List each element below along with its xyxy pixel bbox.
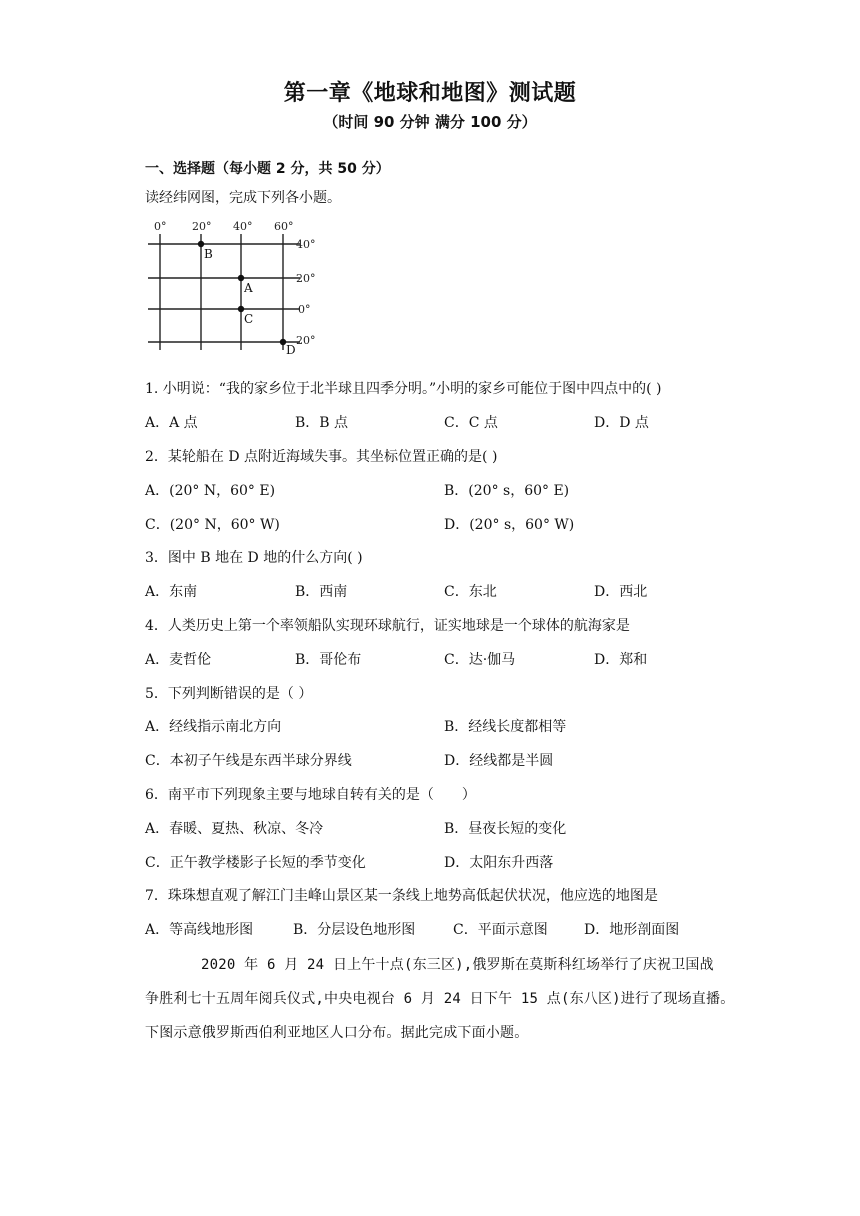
page-subtitle: （时间 90 分钟 满分 100 分） (323, 113, 537, 131)
point-label-c: C (244, 312, 254, 326)
lon-label: 20° (192, 220, 212, 233)
passage-line-1: 2020 年 6 月 24 日上午十点(东三区),俄罗斯在莫斯科红场举行了庆祝卫国战 (201, 957, 714, 973)
question-7-option-c[interactable]: C．平面示意图 (453, 922, 548, 938)
question-2-option-b[interactable]: B．(20° s，60° E) (444, 483, 570, 499)
question-1-option-b[interactable]: B．B 点 (295, 415, 349, 431)
lat-label: 40° (296, 238, 316, 251)
question-1-option-c[interactable]: C．C 点 (444, 415, 498, 431)
point-label-d: D (286, 343, 296, 356)
question-7-option-a[interactable]: A．等高线地形图 (145, 922, 254, 938)
question-6-option-c[interactable]: C．正午教学楼影子长短的季节变化 (145, 855, 366, 871)
lon-label: 0° (154, 220, 167, 233)
question-1-option-a[interactable]: A．A 点 (145, 415, 198, 431)
question-5-option-b[interactable]: B．经线长度都相等 (444, 719, 567, 735)
question-3-stem: 3．图中 B 地在 D 地的什么方向( ) (145, 550, 363, 566)
question-6-stem: 6．南平市下列现象主要与地球自转有关的是（ ） (145, 787, 476, 803)
question-2-option-a[interactable]: A．(20° N，60° E) (145, 483, 276, 499)
question-2-option-d[interactable]: D．(20° s，60° W) (444, 517, 575, 533)
question-2-option-c[interactable]: C．(20° N，60° W) (145, 517, 280, 533)
question-5-option-d[interactable]: D．经线都是半圆 (444, 753, 554, 769)
question-4-option-a[interactable]: A．麦哲伦 (145, 652, 212, 668)
question-3-option-a[interactable]: A．东南 (145, 584, 198, 600)
lat-label: 20° (296, 334, 316, 347)
question-3-option-d[interactable]: D．西北 (594, 584, 648, 600)
question-4-option-b[interactable]: B．哥伦布 (295, 652, 362, 668)
question-2-stem: 2．某轮船在 D 点附近海域失事。其坐标位置正确的是( ) (145, 449, 498, 465)
grid-lines (148, 234, 300, 350)
question-6-option-d[interactable]: D．太阳东升西落 (444, 855, 554, 871)
question-1-stem: 1. 小明说：“我的家乡位于北半球且四季分明。”小明的家乡可能位于图中四点中的( ) (145, 381, 662, 397)
question-7-stem: 7．珠珠想直观了解江门圭峰山景区某一条线上地势高低起伏状况，他应选的地图是 (145, 888, 658, 904)
passage-line-2: 争胜利七十五周年阅兵仪式,中央电视台 6 月 24 日下午 15 点(东八区)进行了现场直播。 (145, 991, 735, 1007)
intro-text: 读经纬网图，完成下列各小题。 (145, 190, 341, 206)
point-label-b: B (204, 247, 213, 261)
lat-label: 0° (298, 303, 311, 316)
question-6-option-a[interactable]: A．春暖、夏热、秋凉、冬冷 (145, 821, 324, 837)
question-4-option-d[interactable]: D．郑和 (594, 652, 648, 668)
passage-line-3: 下图示意俄罗斯西伯利亚地区人口分布。据此完成下面小题。 (145, 1025, 529, 1041)
question-5-option-c[interactable]: C．本初子午线是东西半球分界线 (145, 753, 352, 769)
lon-label: 40° (233, 220, 253, 233)
point-label-a: A (244, 281, 253, 295)
question-1-option-d[interactable]: D．D 点 (594, 415, 649, 431)
lon-label: 60° (274, 220, 294, 233)
question-4-option-c[interactable]: C．达·伽马 (444, 652, 516, 668)
page-title: 第一章《地球和地图》测试题 (283, 81, 577, 106)
question-3-option-c[interactable]: C．东北 (444, 584, 497, 600)
question-3-option-b[interactable]: B．西南 (295, 584, 348, 600)
lat-long-grid-figure (140, 216, 340, 356)
question-7-option-b[interactable]: B．分层设色地形图 (293, 922, 416, 938)
question-6-option-b[interactable]: B．昼夜长短的变化 (444, 821, 567, 837)
question-4-stem: 4．人类历史上第一个率领船队实现环球航行，证实地球是一个球体的航海家是 (145, 618, 630, 634)
section-heading: 一、选择题（每小题 2 分，共 50 分） (145, 161, 390, 177)
question-5-option-a[interactable]: A．经线指示南北方向 (145, 719, 282, 735)
lat-label: 20° (296, 272, 316, 285)
question-5-stem: 5．下列判断错误的是（ ） (145, 686, 313, 702)
question-7-option-d[interactable]: D．地形剖面图 (584, 922, 680, 938)
